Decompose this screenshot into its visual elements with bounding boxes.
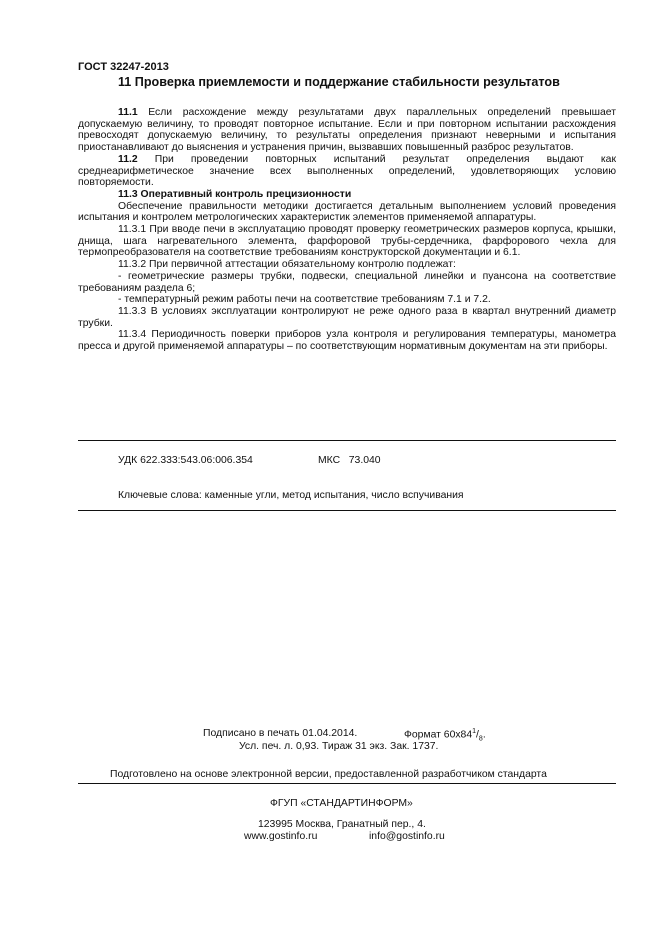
prepared-note: Подготовлено на основе электронной версии, предоставленной разработчиком стандарта — [110, 769, 547, 780]
publisher-email[interactable]: info@gostinfo.ru — [369, 831, 445, 842]
paragraph-11-3-4: 11.3.4 Периодичность поверки приборов узла контроля и регулирования температуры, манометра пресса и другой применяемой аппаратуры – по соответствующим нормативным документам на эти приборы. — [78, 329, 616, 353]
format-numerator: 1 — [472, 728, 477, 735]
paragraph-11-1 — [78, 107, 616, 154]
clause-number: 11.1 — [118, 107, 138, 118]
clause-text: Если расхождение между результатами двух параллельных определений превышает допускаемую величину, то проводят повторное испытание. Если и при повторном испытании расхождения превосходят допускаемую величину, то результаты определения признают неверными и испытания приостанавливают до выяснения и устранения причин, вызвавших повышенный разброс результатов. — [78, 107, 616, 154]
section-body — [78, 107, 616, 353]
divider-top — [78, 440, 616, 441]
divider-bottom — [78, 510, 616, 511]
print-run: Усл. печ. л. 0,93. Тираж 31 экз. Зак. 1737. — [239, 741, 439, 752]
udk-code: УДК 622.333:543.06:006.354 — [118, 455, 253, 466]
paragraph-11-3-2: 11.3.2 При первичной аттестации обязательному контролю подлежат: — [118, 259, 456, 271]
paragraph-11-3-3: 11.3.3 В условиях эксплуатации контролируют не реже одного раза в квартал внутренний диаметр трубки. — [78, 305, 616, 329]
mks-code — [318, 455, 381, 466]
paragraph-11-3: Обеспечение правильности методики достигается детальным выполнением условий проведения испытания и контролем метрологических характеристик элементов применяемой аппаратуры. — [78, 200, 616, 224]
list-item-11-3-2-b: - температурный режим работы печи на соответствие требованиям 7.1 и 7.2. — [118, 294, 491, 306]
publisher-address: 123995 Москва, Гранатный пер., 4. — [258, 819, 426, 830]
publisher-website[interactable]: www.gostinfo.ru — [244, 831, 318, 842]
signed-date: Подписано в печать 01.04.2014. — [203, 728, 358, 739]
paragraph-11-2 — [78, 154, 616, 189]
paragraph-11-3-1: 11.3.1 При вводе печи в эксплуатацию проводят проверку геометрических размеров корпуса, крышки, днища, шага нагревательного элемента, фарфоровой трубы-сердечника, фарфорового чехла для термопреобразователя на соответствие требованиям конструкторской документации и 6.1. — [78, 224, 616, 259]
clause-text: При проведении повторных испытаний результат определения выдают как среднеарифметическое значение всех выполненных определений, удовлетворяющих условию повторяемости. — [78, 153, 616, 189]
print-format: Формат $60x84^1/_8$. — [404, 728, 486, 743]
mks-label: МКС — [318, 455, 341, 466]
divider-imprint — [78, 783, 616, 784]
clause-number: 11.2 — [118, 153, 138, 165]
mks-value: 73.040 — [348, 455, 381, 466]
keywords: Ключевые слова: каменные угли, метод испытания, число вспучивания — [118, 490, 464, 501]
publisher-name: ФГУП «СТАНДАРТИНФОРМ» — [270, 798, 413, 809]
list-item-11-3-2-a: - геометрические размеры трубки, подвески, специальной линейки и пуансона на соответствие требованиям раздела 6; — [78, 270, 616, 294]
subsection-heading-11-3: 11.3 Оперативный контроль прецизионности — [118, 188, 352, 200]
format-tail: . — [482, 729, 486, 741]
standard-id: ГОСТ 32247-2013 — [78, 61, 169, 73]
format-denominator: 8 — [478, 735, 483, 743]
format-label: Формат 60x84 — [404, 729, 473, 741]
section-title: 11 Проверка приемлемости и поддержание стабильности результатов — [118, 75, 560, 89]
